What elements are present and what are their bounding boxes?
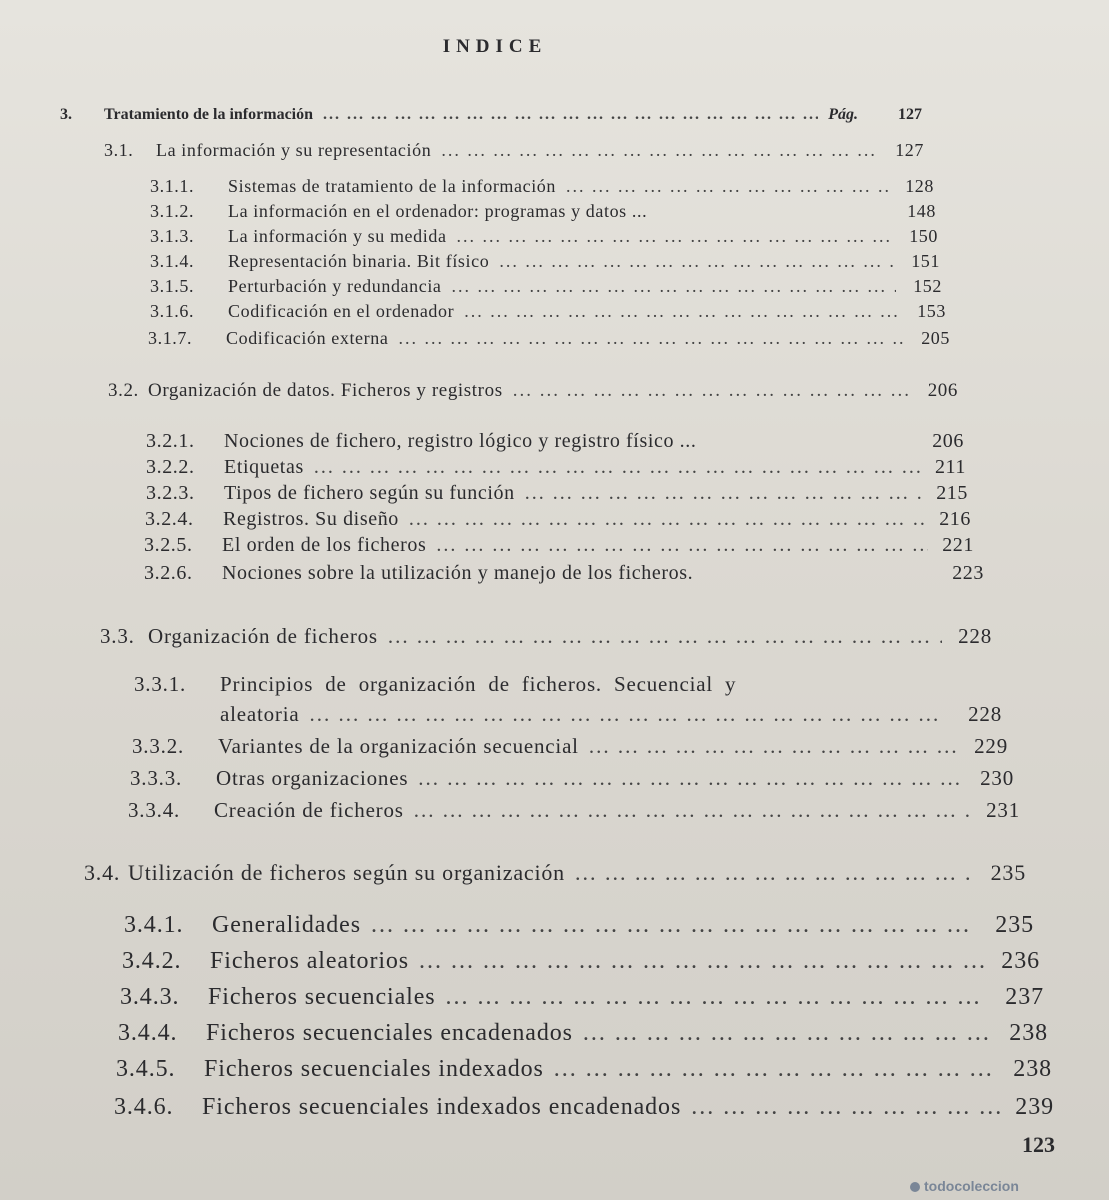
toc-entry-3-2-1 <box>146 430 964 453</box>
entry-page: 206 <box>932 430 964 452</box>
toc-entry-3-1-7 <box>148 328 950 349</box>
entry-page: 228 <box>968 702 1002 726</box>
dot-leader <box>398 328 904 349</box>
entry-title: Perturbación y redundancia <box>228 276 442 296</box>
toc-entry-3-4-4 <box>118 1020 1048 1047</box>
toc-entry-3-2 <box>108 380 958 402</box>
entry-page: 153 <box>917 301 946 321</box>
entry-title: Variantes de la organización secuencial <box>218 734 579 758</box>
entry-page: 152 <box>913 276 942 296</box>
entry-page: 229 <box>974 734 1008 758</box>
dot-leader <box>445 984 990 1011</box>
entry-title: El orden de los ficheros <box>222 534 427 556</box>
page-number: 123 <box>1022 1132 1055 1157</box>
entry-page: 231 <box>986 798 1020 822</box>
entry-title: Tipos de fichero según su función <box>224 482 515 504</box>
toc-entry-3-1-2 <box>150 201 936 222</box>
entry-title: Ficheros secuenciales <box>208 984 436 1010</box>
entry-title: La información y su medida <box>228 226 447 246</box>
dot-leader <box>436 534 928 557</box>
entry-page: 151 <box>911 251 940 271</box>
entry-title: Generalidades <box>212 912 361 938</box>
entry-title: Ficheros secuenciales indexados encadenados <box>202 1094 682 1120</box>
entry-number: 3.2.1. <box>146 430 195 452</box>
entry-page: 235 <box>990 860 1026 885</box>
dot-leader <box>589 734 958 759</box>
entry-page: 238 <box>1009 1020 1048 1046</box>
entry-page: 228 <box>958 624 992 648</box>
watermark-text: todocoleccion <box>924 1178 1019 1194</box>
entry-number: 3.1.6. <box>150 301 195 321</box>
entry-number: 3.2.2. <box>146 456 195 478</box>
dot-leader <box>566 176 888 197</box>
dot-leader <box>418 766 964 791</box>
entry-number: 3.2. <box>108 380 139 401</box>
entry-page: 205 <box>921 328 950 348</box>
entry-number: 3.2.6. <box>144 562 193 584</box>
toc-entry-3-1 <box>104 140 924 161</box>
entry-title: Utilización de ficheros según su organización <box>128 860 565 885</box>
entry-number: 3.4.2. <box>122 948 182 974</box>
entry-number: 3.1.1. <box>150 176 195 196</box>
entry-number: 3.1. <box>104 140 134 160</box>
dot-leader <box>499 251 894 272</box>
toc-entry-3-3-1-cont <box>134 702 1002 727</box>
entry-title: Codificación externa <box>226 328 389 348</box>
toc-entry-3-1-3 <box>150 226 938 247</box>
watermark <box>910 1178 1019 1194</box>
toc-entry-3-4-6 <box>114 1094 1054 1121</box>
entry-page: 127 <box>895 140 924 160</box>
entry-title: Codificación en el ordenador <box>228 301 455 321</box>
toc-entry-3-1-1 <box>150 176 934 197</box>
dot-leader <box>452 276 896 297</box>
toc-entry-3-4-3 <box>120 984 1044 1011</box>
entry-number: 3.4.5. <box>116 1056 176 1082</box>
dot-leader <box>513 380 912 402</box>
entry-number: 3.2.5. <box>144 534 193 556</box>
entry-title: Representación binaria. Bit físico <box>228 251 490 271</box>
entry-page: 223 <box>952 562 984 584</box>
dot-leader <box>388 624 942 649</box>
entry-page: 235 <box>995 912 1034 938</box>
entry-number: 3. <box>60 106 72 123</box>
entry-page: 236 <box>1001 948 1040 974</box>
entry-page: 221 <box>942 534 974 556</box>
entry-page: 215 <box>936 482 968 504</box>
entry-number: 3.3.3. <box>130 766 183 790</box>
toc-entry-3-1-4 <box>150 251 940 272</box>
dot-leader <box>457 226 892 247</box>
dot-leader <box>309 702 952 727</box>
entry-title: La información y su representación <box>156 140 432 160</box>
entry-title: Registros. Su diseño <box>223 508 399 530</box>
dot-leader <box>323 106 818 124</box>
dot-leader <box>575 860 972 886</box>
toc-entry-3-4-5 <box>116 1056 1052 1083</box>
watermark-logo-icon <box>910 1182 920 1192</box>
toc-entry-3-3-3 <box>130 766 1014 791</box>
toc-entry-3-2-6 <box>144 562 984 585</box>
toc-entry-3-3-4 <box>128 798 1020 823</box>
dot-leader <box>441 140 878 161</box>
toc-entry-3 <box>60 106 922 124</box>
toc-entry-3-3-1 <box>134 672 1000 697</box>
entry-page: 216 <box>939 508 971 530</box>
entry-number: 3.3.2. <box>132 734 185 758</box>
dot-leader <box>409 508 925 531</box>
toc-entry-3-4-2 <box>122 948 1040 975</box>
entry-title: Principios de organización de ficheros. Secuencial y <box>220 672 737 696</box>
entry-page: 211 <box>934 456 966 478</box>
entry-number: 3.2.4. <box>145 508 194 530</box>
toc-entry-3-1-6 <box>150 301 946 322</box>
toc-entry-3-3-2 <box>132 734 1008 759</box>
entry-number: 3.3.1. <box>134 672 187 696</box>
toc-entry-3-4-1 <box>124 912 1034 939</box>
page-title: INDICE <box>442 36 548 57</box>
entry-number: 3.4.6. <box>114 1094 174 1120</box>
toc-entry-3-2-2 <box>146 456 966 479</box>
dot-leader <box>371 912 980 939</box>
entry-page: 206 <box>927 380 958 401</box>
dot-leader <box>419 948 986 975</box>
entry-number: 3.1.4. <box>150 251 195 271</box>
toc-entry-3-4 <box>84 860 1026 886</box>
entry-title: aleatoria <box>220 702 300 726</box>
entry-page: 128 <box>905 176 934 196</box>
toc-entry-3-2-3 <box>146 482 968 505</box>
entry-title: Ficheros aleatorios <box>210 948 410 974</box>
entry-number: 3.4. <box>84 860 121 885</box>
dot-leader <box>414 798 970 823</box>
entry-title: Ficheros secuenciales encadenados <box>206 1020 573 1046</box>
entry-page: 148 <box>907 201 936 221</box>
entry-number: 3.1.7. <box>148 328 193 348</box>
dot-leader <box>583 1020 994 1047</box>
toc-entry-3-3 <box>100 624 992 649</box>
entry-title: Nociones de fichero, registro lógico y registro físico ... <box>224 430 697 452</box>
entry-page: 150 <box>909 226 938 246</box>
entry-number: 3.3. <box>100 624 135 648</box>
entry-number: 3.4.1. <box>124 912 184 938</box>
toc-entry-3-2-5 <box>144 534 974 557</box>
entry-title: La información en el ordenador: programas y datos ... <box>228 201 648 221</box>
entry-title: Nociones sobre la utilización y manejo de los ficheros. <box>222 562 694 584</box>
entry-title: Creación de ficheros <box>214 798 404 822</box>
entry-number: 3.4.3. <box>120 984 180 1010</box>
entry-title: Etiquetas <box>224 456 304 478</box>
entry-page: 127 <box>898 106 922 123</box>
entry-number: 3.4.4. <box>118 1020 178 1046</box>
dot-leader <box>554 1056 998 1083</box>
entry-number: 3.1.2. <box>150 201 195 221</box>
entry-number: 3.1.5. <box>150 276 195 296</box>
entry-title: Sistemas de tratamiento de la información <box>228 176 557 196</box>
entry-number: 3.2.3. <box>146 482 195 504</box>
dot-leader <box>464 301 900 322</box>
entry-title: Organización de ficheros <box>148 624 378 648</box>
entry-page: 237 <box>1005 984 1044 1010</box>
entry-title: Tratamiento de la información <box>104 106 314 123</box>
dot-leader <box>691 1094 1000 1121</box>
entry-title: Otras organizaciones <box>216 766 409 790</box>
entry-page: 230 <box>980 766 1014 790</box>
dot-leader <box>525 482 922 505</box>
toc-entry-3-1-5 <box>150 276 942 297</box>
entry-title: Ficheros secuenciales indexados <box>204 1056 544 1082</box>
dot-leader <box>314 456 920 479</box>
pag-label: Pág. <box>828 106 858 123</box>
entry-page: 239 <box>1015 1094 1054 1120</box>
entry-page: 238 <box>1013 1056 1052 1082</box>
entry-number: 3.3.4. <box>128 798 181 822</box>
entry-number: 3.1.3. <box>150 226 195 246</box>
entry-title: Organización de datos. Ficheros y registros <box>148 380 503 401</box>
toc-entry-3-2-4 <box>145 508 971 531</box>
